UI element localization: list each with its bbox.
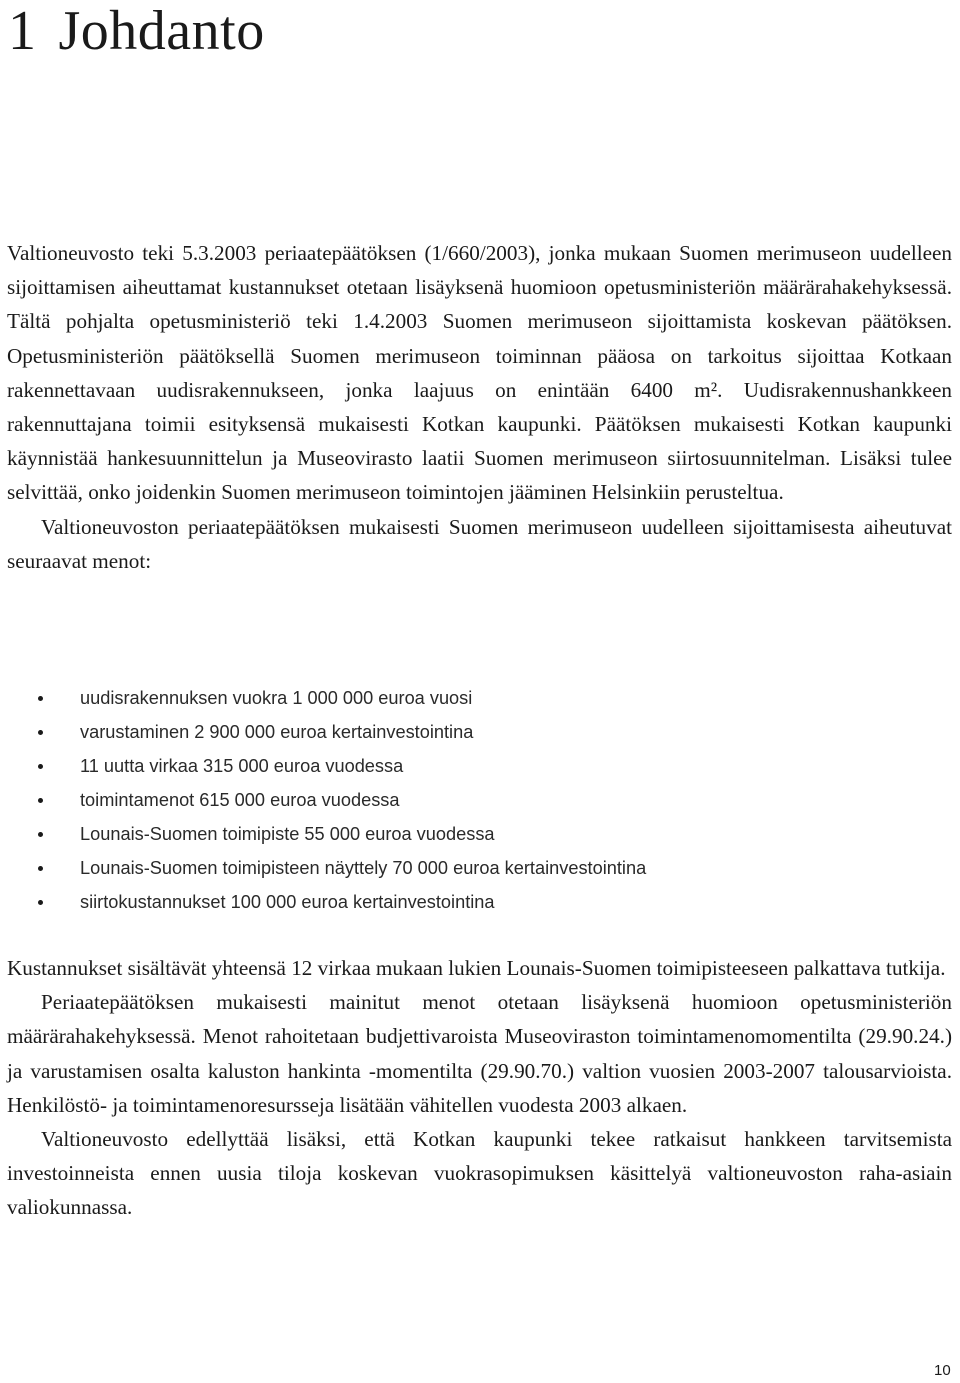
chapter-heading <box>8 0 265 62</box>
paragraph: Kustannukset sisältävät yhteensä 12 virkaa mukaan lukien Lounais-Suomen toimipisteeseen palkattava tutkija. <box>7 956 946 980</box>
bullet-icon <box>38 730 43 735</box>
cost-list <box>0 681 646 919</box>
closing-text <box>7 951 952 1225</box>
list-item <box>0 681 646 715</box>
list-item-text: Lounais-Suomen toimipiste 55 000 euroa vuodessa <box>80 824 495 844</box>
bullet-icon <box>38 832 43 837</box>
list-item-text: toimintamenot 615 000 euroa vuodessa <box>80 790 400 810</box>
list-item-text: varustaminen 2 900 000 euroa kertainvestointina <box>80 722 474 742</box>
list-item <box>0 851 646 885</box>
list-item <box>0 817 646 851</box>
bullet-icon <box>38 798 43 803</box>
paragraph: Valtioneuvoston periaatepäätöksen mukaisesti Suomen merimuseon uudelleen sijoittamisesta aiheutuvat seuraavat menot: <box>7 514 952 573</box>
list-item-text: Lounais-Suomen toimipisteen näyttely 70 000 euroa kertainvestointina <box>80 858 647 878</box>
bullet-icon <box>38 696 43 701</box>
list-item <box>0 885 646 919</box>
bullet-icon <box>38 866 43 871</box>
chapter-number: 1 <box>8 0 37 62</box>
bullet-icon <box>38 764 43 769</box>
list-item <box>0 715 646 749</box>
page-number: 10 <box>934 1362 951 1379</box>
chapter-title: Johdanto <box>58 0 265 62</box>
list-item-text: 11 uutta virkaa 315 000 euroa vuodessa <box>80 756 404 776</box>
bullet-icon <box>38 900 43 905</box>
paragraph: Valtioneuvosto edellyttää lisäksi, että Kotkan kaupunki tekee ratkaisut hankkeen tarvitsemista investoinneista ennen uusia tiloja koskevan vuokrasopimuksen käsittelyä valtioneuvoston raha-asiain valiokunnassa. <box>7 1127 952 1220</box>
list-item <box>0 749 646 783</box>
paragraph: Periaatepäätöksen mukaisesti mainitut menot otetaan lisäyksenä huomioon opetusministeriön määrärahakehyksessä. Menot rahoitetaan budjettivaroista Museoviraston toimintamenomomentilta (29.90.24.) ja varustamisen osalta kaluston hankinta -momentilta (29.90.70.) valtion vuosien 2003-2007 talousarvioista. Henkilöstö- ja toimintamenoresursseja lisätään vähitellen vuodesta 2003 alkaen. <box>7 990 952 1117</box>
intro-text <box>7 236 952 578</box>
list-item <box>0 783 646 817</box>
paragraph: Valtioneuvosto teki 5.3.2003 periaatepäätöksen (1/660/2003), jonka mukaan Suomen merimuseon uudelleen sijoittamisen aiheuttamat kustannukset otetaan lisäyksenä huomioon opetusministeriön määrärahakehyksessä. Tältä pohjalta opetusministeriö teki 1.4.2003 Suomen merimuseon sijoittamista koskevan päätöksen. Opetusministeriön päätöksellä Suomen merimuseon toiminnan pääosa on tarkoitus sijoittaa Kotkaan rakennettavaan uudisrakennukseen, jonka laajuus on enintään 6400 m². Uudisrakennushankkeen rakennuttajana toimii esityksensä mukaisesti Kotkan kaupunki. Päätöksen mukaisesti Kotkan kaupunki käynnistää hankesuunnittelun ja Museovirasto laatii Suomen merimuseon siirtosuunnitelman. Lisäksi tulee selvittää, onko joidenkin Suomen merimuseon toimintojen jääminen Helsinkiin perusteltua. <box>7 241 952 505</box>
list-item-text: uudisrakennuksen vuokra 1 000 000 euroa vuosi <box>80 688 473 708</box>
list-item-text: siirtokustannukset 100 000 euroa kertainvestointina <box>80 892 495 912</box>
